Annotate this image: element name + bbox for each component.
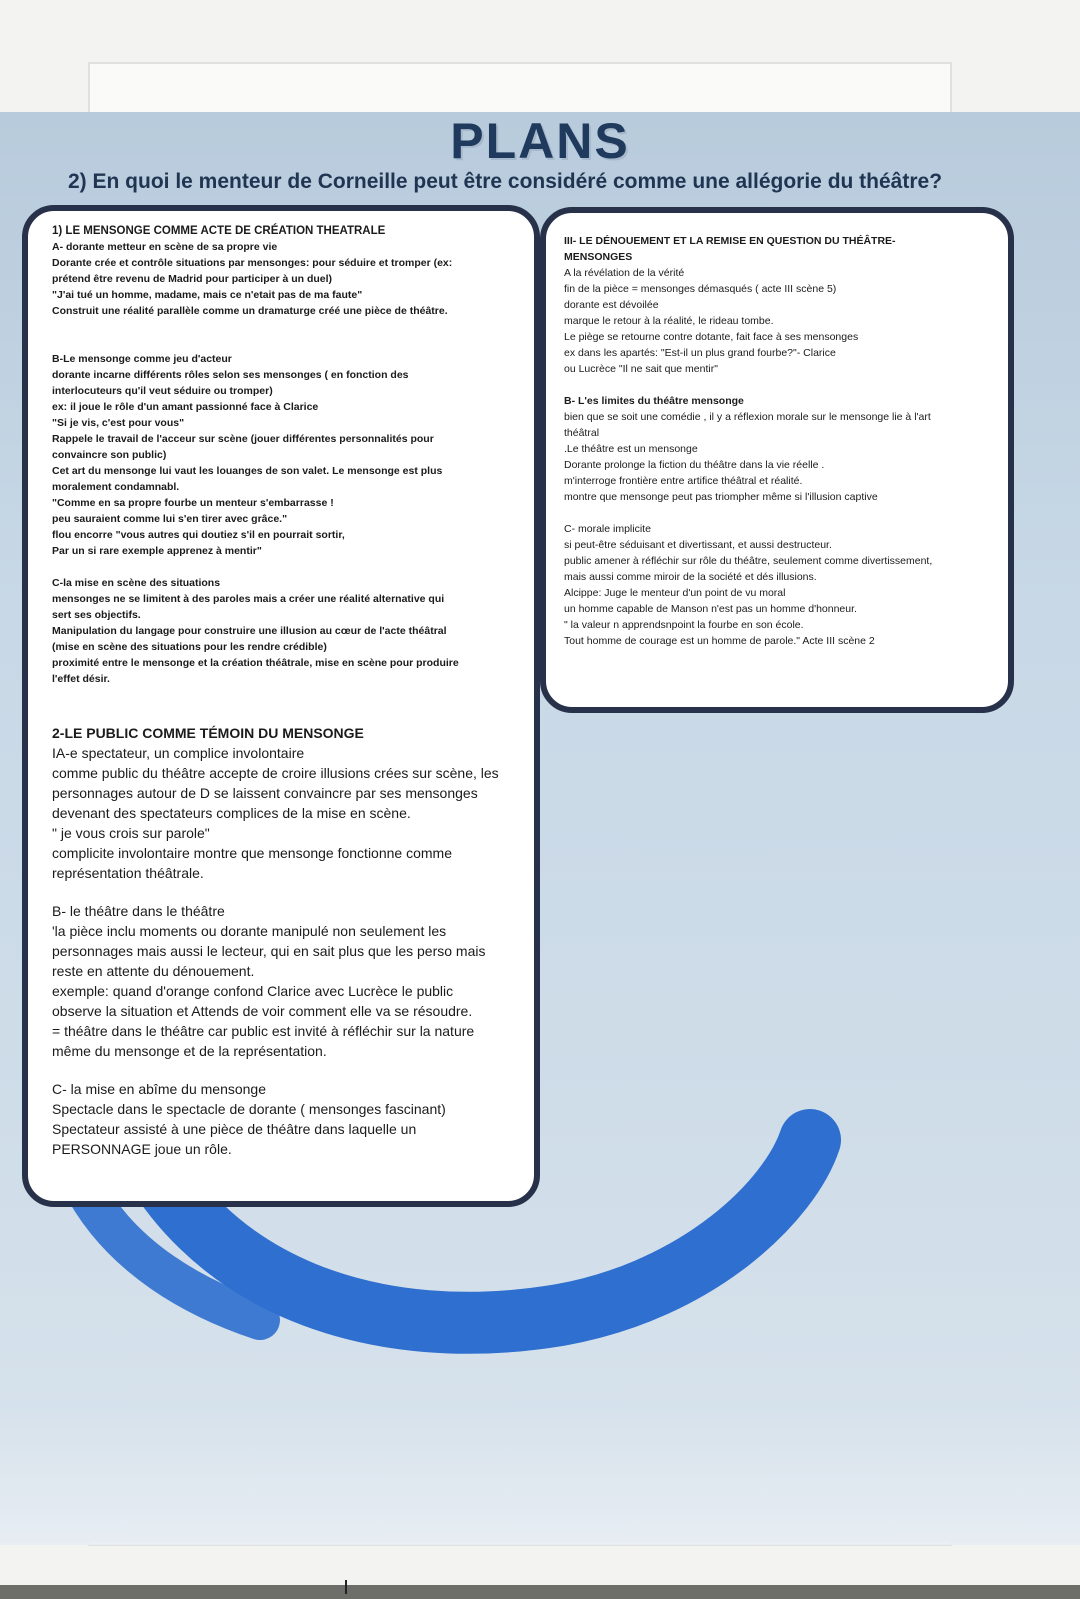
text-line: ou Lucrèce "Il ne sait que mentir" — [564, 363, 718, 375]
text-line: prétend être revenu de Madrid pour participer à un duel) — [52, 273, 333, 285]
text-line: l'effet désir. — [52, 673, 110, 685]
text-line: Dorante crée et contrôle situations par mensonges: pour séduire et tromper (ex: — [52, 257, 453, 269]
text-line: observe la situation et Attends de voir comment elle va se résoudre. — [52, 1003, 473, 1019]
section-2b-title: B- le théâtre dans le théâtre — [52, 903, 225, 919]
text-line: A la révélation de la vérité — [564, 267, 685, 279]
section-1b-title: B-Le mensonge comme jeu d'acteur — [52, 353, 232, 365]
text-line: montre que mensonge peut pas triompher même si l'illusion captive — [564, 491, 878, 503]
text-line: bien que se soit une comédie , il y a réflexion morale sur le mensonge lie à l'art — [564, 411, 931, 423]
text-line: théâtral — [564, 427, 600, 439]
section-2c-title: C- la mise en abîme du mensonge — [52, 1081, 266, 1097]
text-line: flou encorre "vous autres qui doutiez s'il en pourrait sortir, — [52, 529, 345, 541]
text-line: "Comme en sa propre fourbe un menteur s'embarrasse ! — [52, 497, 334, 509]
text-line: ex dans les apartés: "Est-il un plus grand fourbe?"- Clarice — [564, 347, 836, 359]
text-line: Le piège se retourne contre dotante, fait face à ses mensonges — [564, 331, 859, 343]
text-line: si peut-être séduisant et divertissant, et aussi destructeur. — [564, 539, 832, 551]
text-line: mensonges ne se limitent à des paroles mais a créer une réalité alternative qui — [52, 593, 445, 605]
text-line: marque le retour à la réalité, le rideau tombe. — [564, 315, 774, 327]
text-line: ex: il joue le rôle d'un amant passionné face à Clarice — [52, 401, 319, 413]
text-line: public amener à réfléchir sur rôle du théâtre, seulement comme divertissement, — [564, 555, 933, 567]
section-1a-title: A- dorante metteur en scène de sa propre vie — [52, 241, 278, 253]
text-line: Construit une réalité parallèle comme un dramaturge créé une pièce de théâtre. — [52, 305, 448, 317]
text-line: dorante incarne différents rôles selon ses mensonges ( en fonction des — [52, 369, 409, 381]
text-line: mais aussi comme miroir de la société et dés illusions. — [564, 571, 817, 583]
text-line: un homme capable de Manson n'est pas un homme d'honneur. — [564, 603, 857, 615]
text-line: .Le théâtre est un mensonge — [564, 443, 698, 455]
section-1-title: 1) LE MENSONGE COMME ACTE DE CRÉATION THEATRALE — [52, 225, 386, 237]
section-3c-title: C- morale implicite — [564, 523, 651, 535]
text-line: "Si je vis, c'est pour vous" — [52, 417, 185, 429]
text-line: " la valeur n apprendsnpoint la fourbe en son école. — [564, 619, 804, 631]
section-3b-title: B- L'es limites du théâtre mensonge — [564, 395, 744, 407]
text-line: peu sauraient comme lui s'en tirer avec grâce." — [52, 513, 288, 525]
text-line: fin de la pièce = mensonges démasqués ( acte III scène 5) — [564, 283, 837, 295]
text-line: Par un si rare exemple apprenez à mentir" — [52, 545, 262, 557]
bottom-edge — [0, 1585, 1080, 1599]
text-line: proximité entre le mensonge et la création théâtrale, mise en scène pour produire — [52, 657, 459, 669]
text-line: moralement condamnabl. — [52, 481, 180, 493]
section-2a-title: IA-e spectateur, un complice involontaire — [52, 745, 305, 761]
left-panel — [22, 205, 540, 1207]
text-line: Dorante prolonge la fiction du théâtre dans la vie réelle . — [564, 459, 825, 471]
text-line: "J'ai tué un homme, madame, mais ce n'etait pas de ma faute" — [52, 289, 363, 301]
text-line: personnages mais aussi le lecteur, qui en sait plus que les perso mais — [52, 943, 486, 959]
text-line: " je vous crois sur parole" — [52, 825, 210, 841]
right-panel — [540, 207, 1014, 713]
text-line: personnages autour de D se laissent convaincre par ses mensonges — [52, 785, 478, 801]
text-line: Tout homme de courage est un homme de parole." Acte III scène 2 — [564, 635, 875, 647]
text-line: comme public du théâtre accepte de croire illusions crées sur scène, les — [52, 765, 499, 781]
text-line: interlocuteurs qu'il veut séduire ou tromper) — [52, 385, 273, 397]
text-line: Alcippe: Juge le menteur d'un point de vu moral — [564, 587, 786, 599]
text-line: dorante est dévoilée — [564, 299, 659, 311]
text-line: PERSONNAGE joue un rôle. — [52, 1141, 232, 1157]
text-line: m'interroge frontière entre artifice théâtral et réalité. — [564, 475, 803, 487]
section-3-title-cont: MENSONGES — [564, 251, 633, 263]
section-1c-title: C-la mise en scène des situations — [52, 577, 221, 589]
text-line: complicite involontaire montre que mensonge fonctionne comme — [52, 845, 452, 861]
text-line: (mise en scène des situations pour les rendre crédible) — [52, 641, 327, 653]
page-title: PLANS — [450, 113, 630, 169]
text-line: reste en attente du dénouement. — [52, 963, 255, 979]
text-line: devenant des spectateurs complices de la mise en scène. — [52, 805, 411, 821]
text-line: Cet art du mensonge lui vaut les louanges de son valet. Le mensonge est plus — [52, 465, 443, 477]
text-line: représentation théâtrale. — [52, 865, 204, 881]
section-2-title: 2-LE PUBLIC COMME TÉMOIN DU MENSONGE — [52, 725, 364, 741]
text-line: Spectateur assisté à une pièce de théâtre dans laquelle un — [52, 1121, 417, 1137]
text-line: 'la pièce inclu moments ou dorante manipulé non seulement les — [52, 923, 447, 939]
text-line: sert ses objectifs. — [52, 609, 141, 621]
bottom-tick-mark — [345, 1580, 347, 1594]
text-line: Manipulation du langage pour construire une illusion au cœur de l'acte théâtral — [52, 625, 447, 637]
text-line: convaincre son public) — [52, 449, 167, 461]
text-line: même du mensonge et de la représentation. — [52, 1043, 327, 1059]
text-line: Spectacle dans le spectacle de dorante ( mensonges fascinant) — [52, 1101, 446, 1117]
section-3-title: III- LE DÉNOUEMENT ET LA REMISE EN QUESTION DU THÉÂTRE- — [564, 235, 896, 247]
main-question: 2) En quoi le menteur de Corneille peut être considéré comme une allégorie du théâtre? — [68, 170, 943, 193]
text-line: Rappele le travail de l'acceur sur scène (jouer différentes personnalités pour — [52, 433, 434, 445]
text-line: exemple: quand d'orange confond Clarice avec Lucrèce le public — [52, 983, 454, 999]
text-line: = théâtre dans le théâtre car public est invité à réfléchir sur la nature — [52, 1023, 475, 1039]
